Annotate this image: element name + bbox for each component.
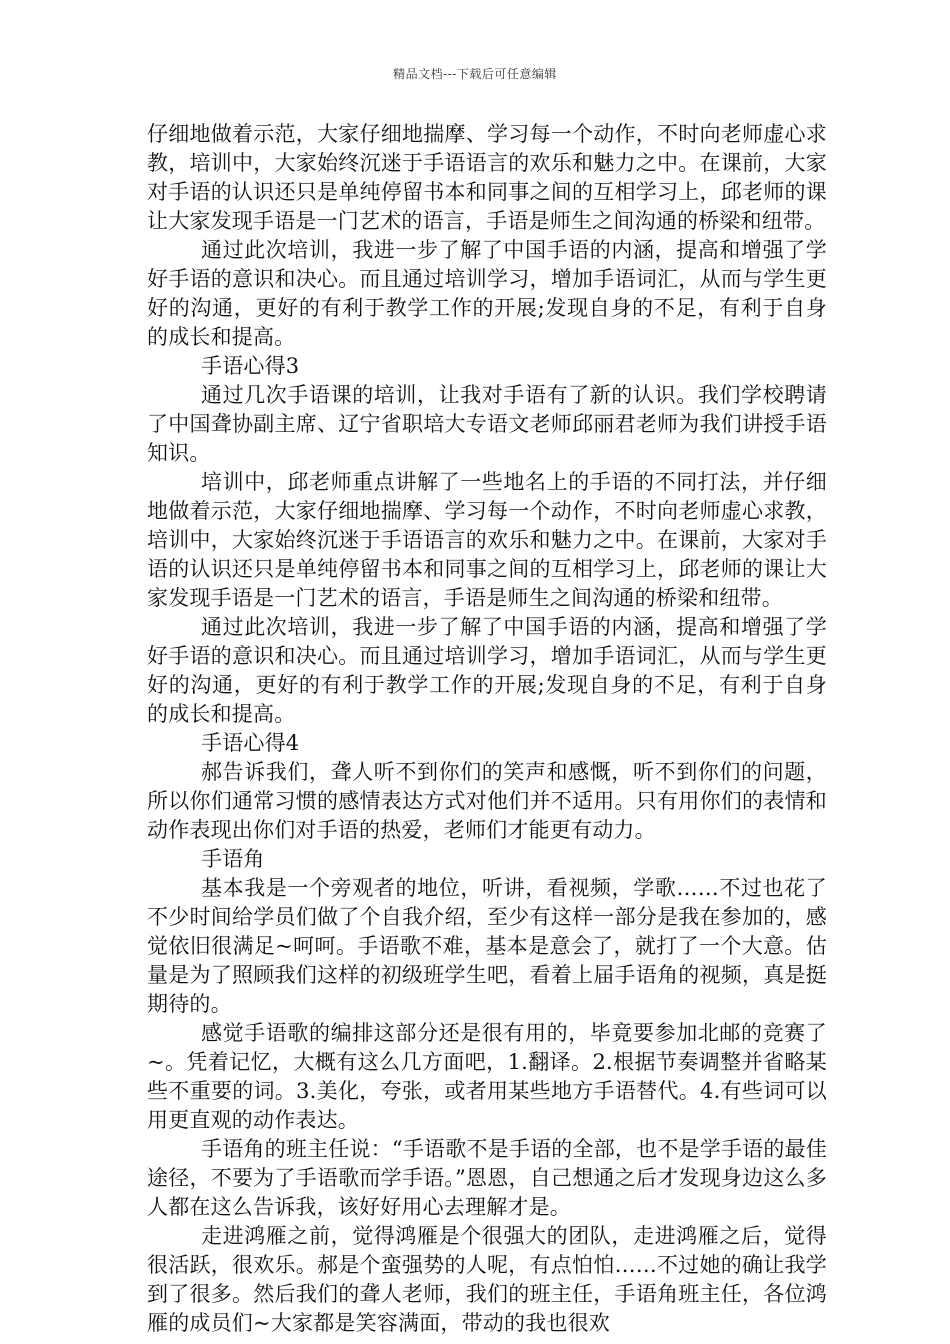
paragraph-12: 手语角的班主任说：“手语歌不是手语的全部，也不是学手语的最佳途径，不要为了手语歌而学手语。”恩恩，自己想通之后才发现身边这么多人都在这么告诉我，该好好用心去理解才是。 [147,1137,827,1219]
page-header: 精品文档---下载后可任意编辑 [393,67,557,81]
paragraph-1: 仔细地做着示范，大家仔细地揣摩、学习每一个动作，不时向老师虚心求教，培训中，大家始终沉迷于手语语言的欢乐和魅力之中。在课前，大家对手语的认识还只是单纯停留书本和同事之间的互相学习上，邱老师的课让大家发现手语是一门艺术的语言，手语是师生之间沟通的桥梁和纽带。 [147,122,827,233]
paragraph-4: 通过几次手语课的培训，让我对手语有了新的认识。我们学校聘请了中国聋协副主席、辽宁省职培大专语文老师邱丽君老师为我们讲授手语知识。 [147,383,827,465]
section-heading-3: 手语心得3 [201,354,300,378]
paragraph-10: 基本我是一个旁观者的地位，听讲，看视频，学歌……不过也花了不少时间给学员们做了个自我介绍，至少有这样一部分是我在参加的，感觉依旧很满足~呵呵。手语歌不难，基本是意会了，就打了一个大意。估量是为了照顾我们这样的初级班学生吧，看着上届手语角的视频，真是挺期待的。 [147,876,827,1016]
paragraph-13: 走进鸿雁之前，觉得鸿雁是个很强大的团队，走进鸿雁之后，觉得很活跃，很欢乐。郝是个蛮强势的人呢，有点怕怕……不过她的确让我学到了很多。然后我们的聋人老师，我们的班主任，手语角班主任，各位鸿雁的成员们~大家都是笑容满面，带动的我也很欢 [147,1224,827,1335]
section-heading-corner: 手语角 [201,847,265,871]
paragraph-2: 通过此次培训，我进一步了解了中国手语的内涵，提高和增强了学好手语的意识和决心。而且通过培训学习，增加手语词汇，从而与学生更好的沟通，更好的有利于教学工作的开展;发现自身的不足，有利于自身的成长和提高。 [147,238,827,349]
paragraph-8: 郝告诉我们，聋人听不到你们的笑声和感慨，听不到你们的问题，所以你们通常习惯的感情表达方式对他们并不适用。只有用你们的表情和动作表现出你们对手语的热爱，老师们才能更有动力。 [147,760,827,842]
document-body [147,120,827,1338]
paragraph-11: 感觉手语歌的编排这部分还是很有用的，毕竟要参加北邮的竞赛了~。凭着记忆，大概有这么几方面吧，1.翻译。2.根据节奏调整并省略某些不重要的词。3.美化，夸张，或者用某些地方手语替代。4.有些词可以用更直观的动作表达。 [147,1021,827,1132]
paragraph-5: 培训中，邱老师重点讲解了一些地名上的手语的不同打法，并仔细地做着示范，大家仔细地揣摩、学习每一个动作，不时向老师虚心求教，培训中，大家始终沉迷于手语语言的欢乐和魅力之中。在课前，大家对手语的认识还只是单纯停留书本和同事之间的互相学习上，邱老师的课让大家发现手语是一门艺术的语言，手语是师生之间沟通的桥梁和纽带。 [147,470,827,610]
section-heading-4: 手语心得4 [201,731,300,755]
paragraph-6: 通过此次培训，我进一步了解了中国手语的内涵，提高和增强了学好手语的意识和决心。而且通过培训学习，增加手语词汇，从而与学生更好的沟通，更好的有利于教学工作的开展;发现自身的不足，有利于自身的成长和提高。 [147,615,827,726]
